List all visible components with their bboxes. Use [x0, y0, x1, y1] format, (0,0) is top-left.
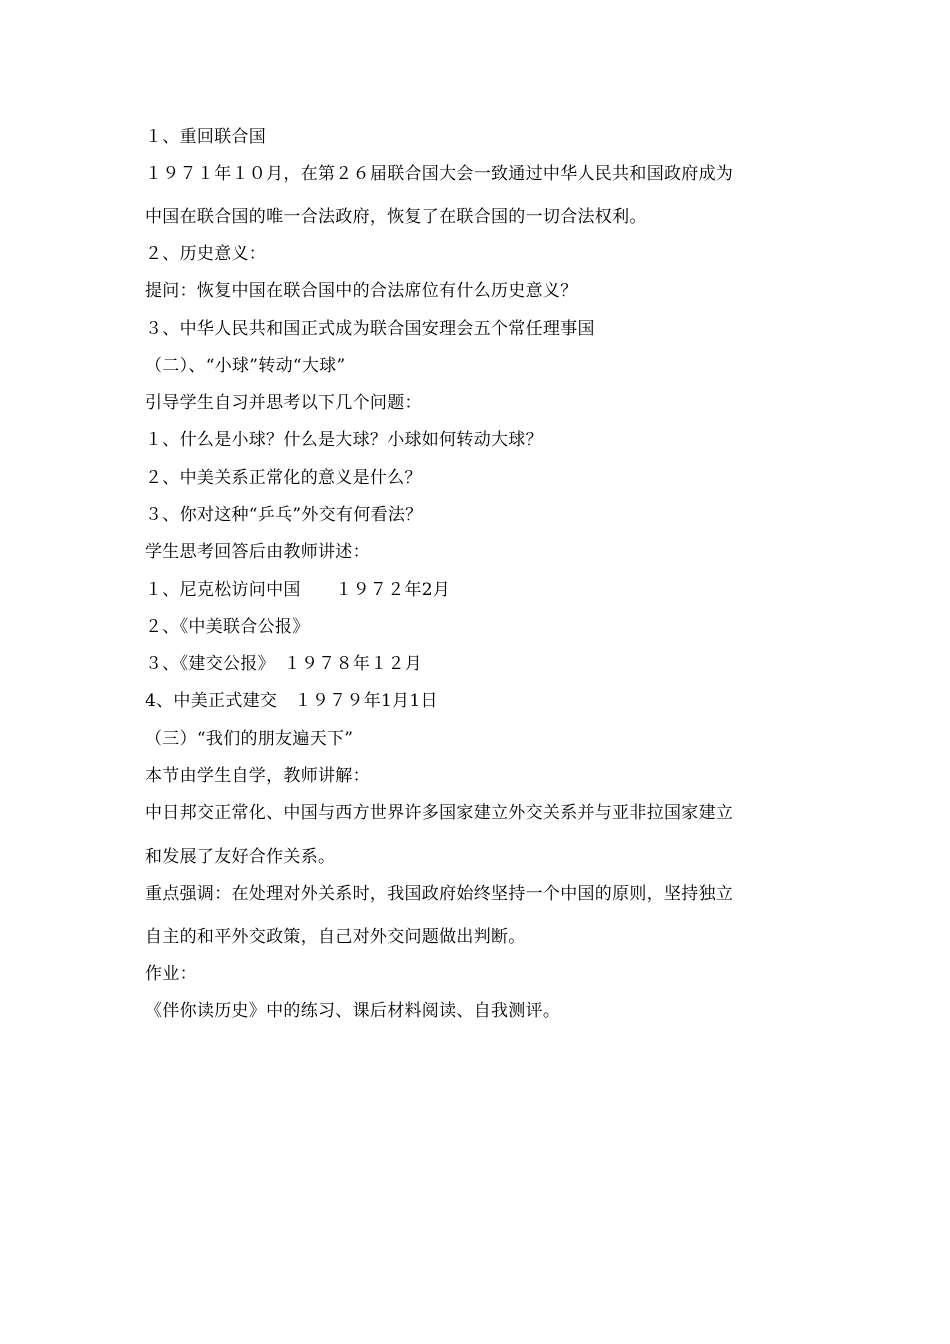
paragraph-line: 引导学生自习并思考以下几个问题：: [145, 393, 422, 413]
section-heading-significance: ２、历史意义：: [145, 244, 267, 264]
paragraph-line: 自主的和平外交政策，自己对外交问题做出判断。: [145, 927, 526, 947]
section-heading-small-ball: （二）、“小球”转动“大球”: [145, 356, 346, 376]
question-item: １、什么是小球？什么是大球？小球如何转动大球？: [145, 430, 543, 450]
question-item: ２、中美关系正常化的意义是什么？: [145, 468, 422, 488]
paragraph-line: 中国在联合国的唯一合法政府，恢复了在联合国的一切合法权利。: [145, 207, 647, 227]
homework-content: 《伴你读历史》中的练习、课后材料阅读、自我测评。: [145, 1001, 561, 1021]
question-line: 提问：恢复中国在联合国中的合法席位有什么历史意义？: [145, 281, 578, 301]
section-heading-rejoin-un: １、重回联合国: [145, 127, 267, 147]
list-item: 4、中美正式建交 １９７９年1月1日: [145, 691, 438, 711]
paragraph-line: 重点强调：在处理对外关系时，我国政府始终坚持一个中国的原则，坚持独立: [145, 884, 734, 904]
homework-heading: 作业：: [145, 964, 197, 984]
paragraph-line: 学生思考回答后由教师讲述：: [145, 542, 370, 562]
list-item: １、尼克松访问中国 １９７２年2月: [145, 580, 451, 600]
paragraph-line: １９７１年１０月，在第２６届联合国大会一致通过中华人民共和国政府成为: [145, 164, 734, 184]
paragraph-line: 和发展了友好合作关系。: [145, 847, 336, 867]
list-item: ２、《中美联合公报》: [145, 617, 310, 637]
question-item: ３、你对这种“乒乓”外交有何看法？: [145, 505, 423, 525]
list-item: ３、中华人民共和国正式成为联合国安理会五个常任理事国: [145, 319, 595, 339]
section-heading-friends: （三）“我们的朋友遍天下”: [145, 729, 354, 749]
list-item: ３、《建交公报》 １９７８年１２月: [145, 654, 423, 674]
paragraph-line: 本节由学生自学，教师讲解：: [145, 766, 370, 786]
paragraph-line: 中日邦交正常化、中国与西方世界许多国家建立外交关系并与亚非拉国家建立: [145, 803, 734, 823]
